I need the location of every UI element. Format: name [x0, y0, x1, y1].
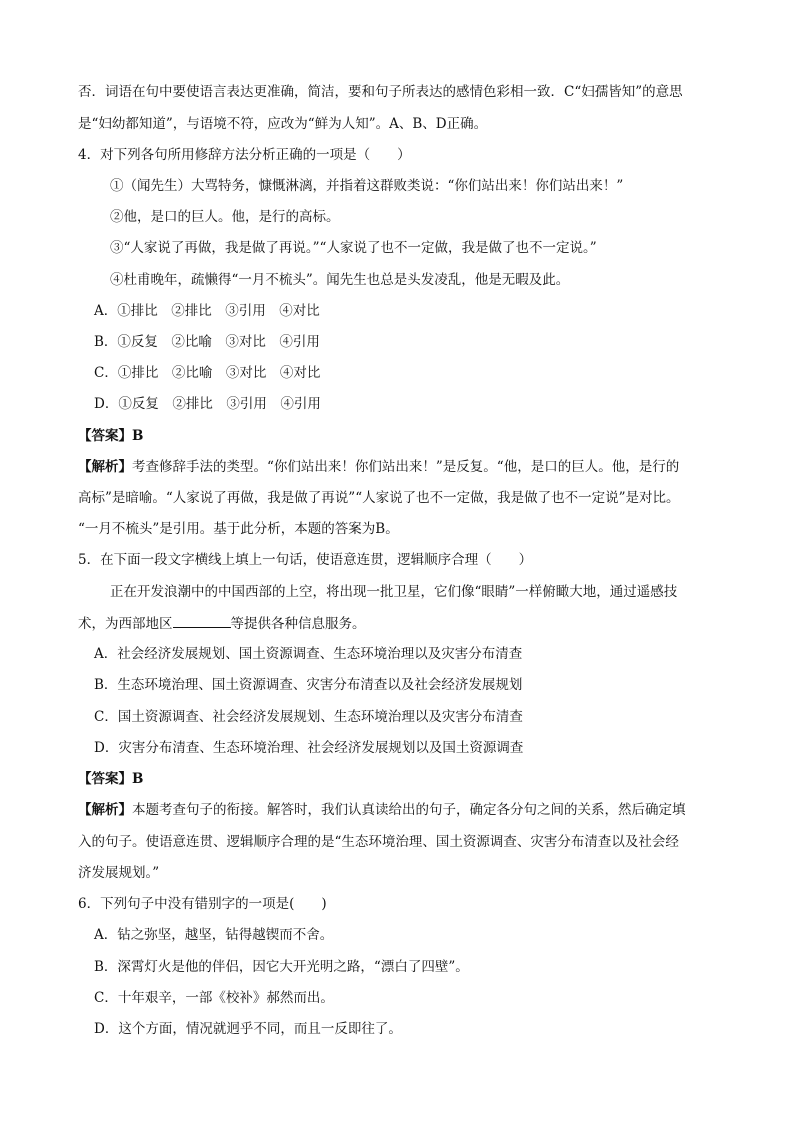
question-5-explanation-line-3: 济发展规划。” — [78, 865, 160, 881]
explanation-text: 本题考查句子的衔接。解答时，我们认真读给出的句子，确定各分句之间的关系，然后确定填 — [132, 802, 686, 818]
question-5-stem: 5．在下面一段文字横线上填上一句话，使语意连贯，逻辑顺序合理（ ） — [78, 552, 533, 568]
fill-in-blank — [173, 613, 231, 628]
question-6-option-c: C．十年艰辛，一部《校补》郝然而出。 — [94, 990, 334, 1006]
question-4-sentence-2: ②他，是口的巨人。他，是行的高标。 — [110, 209, 340, 225]
question-5-passage-line-1: 正在开发浪潮中的中国西部的上空，将出现一批卫星，它们像“眼睛”一样俯瞰大地，通过遥感技 — [110, 584, 678, 600]
question-6-option-d: D．这个方面，情况就迥乎不同，而且一反即往了。 — [94, 1021, 402, 1037]
continuation-line-2: 是“妇幼都知道”，与语境不符，应改为“鲜为人知”。A、B、D正确。 — [78, 116, 488, 132]
question-4-explanation-line-3: “一月不梳头”是引用。基于此分析，本题的答案为B。 — [78, 521, 399, 537]
question-6-option-b: B．深霄灯火是他的伴侣，因它大开光明之路，“漂白了四壁”。 — [94, 959, 469, 975]
passage-text-before-blank: 术，为西部地区 — [78, 616, 173, 632]
question-5-answer: 【答案】B — [78, 771, 144, 787]
question-4-sentence-4: ④杜甫晚年，疏懒得“一月不梳头”。闻先生也总是头发凌乱，他是无暇及此。 — [110, 272, 570, 288]
explanation-label: 【解析】 — [78, 802, 132, 818]
question-4-sentence-1: ①（闻先生）大骂特务，慷慨淋漓，并指着这群败类说：“你们站出来！你们站出来！” — [110, 178, 624, 194]
question-4-explanation-line-1 — [78, 457, 718, 477]
question-5-option-d: D．灾害分布清查、生态环境治理、社会经济发展规划以及国土资源调查 — [94, 740, 524, 756]
passage-text-after-blank: 等提供各种信息服务。 — [230, 616, 366, 632]
question-4-explanation-line-2: 高标”是暗喻。“人家说了再做，我是做了再说”“人家说了也不一定做，我是做了也不一定说”是对比。 — [78, 490, 680, 506]
question-5-passage-line-2 — [78, 613, 718, 634]
question-4-sentence-3: ③“人家说了再做，我是做了再说。”“人家说了也不一定做，我是做了也不一定说。” — [110, 240, 597, 256]
question-6-option-a: A．钻之弥坚，越坚，钻得越锲而不舍。 — [94, 927, 334, 943]
question-4-stem: 4．对下列各句所用修辞方法分析正确的一项是（ ） — [78, 147, 411, 163]
question-4-option-b: B．①反复 ②比喻 ③对比 ④引用 — [94, 334, 320, 350]
question-4-option-a: A．①排比 ②排比 ③引用 ④对比 — [94, 303, 320, 319]
question-5-explanation-line-2: 入的句子。使语意连贯、逻辑顺序合理的是“生态环境治理、国土资源调查、灾害分布清查以及社会经 — [78, 834, 679, 850]
question-6-stem: 6．下列句子中没有错别字的一项是( ) — [78, 896, 327, 912]
question-5-option-a: A．社会经济发展规划、国土资源调查、生态环境治理以及灾害分布清查 — [94, 646, 523, 662]
explanation-label: 【解析】 — [78, 459, 132, 475]
question-4-option-c: C．①排比 ②比喻 ③对比 ④对比 — [94, 365, 321, 381]
question-4-answer: 【答案】B — [78, 428, 144, 444]
question-5-option-b: B．生态环境治理、国土资源调查、灾害分布清查以及社会经济发展规划 — [94, 677, 523, 693]
question-5-option-c: C．国土资源调查、社会经济发展规划、生态环境治理以及灾害分布清查 — [94, 709, 523, 725]
explanation-text: 考查修辞手法的类型。“你们站出来！你们站出来！”是反复。“他，是口的巨人。他，是行的 — [132, 459, 680, 475]
question-5-explanation-line-1 — [78, 800, 718, 820]
question-4-option-d: D．①反复 ②排比 ③引用 ④引用 — [94, 396, 321, 412]
continuation-line-1: 否．词语在句中要使语言表达更准确，简洁，要和句子所表达的感情色彩相一致．C“妇孺皆知”的意思 — [78, 84, 683, 100]
